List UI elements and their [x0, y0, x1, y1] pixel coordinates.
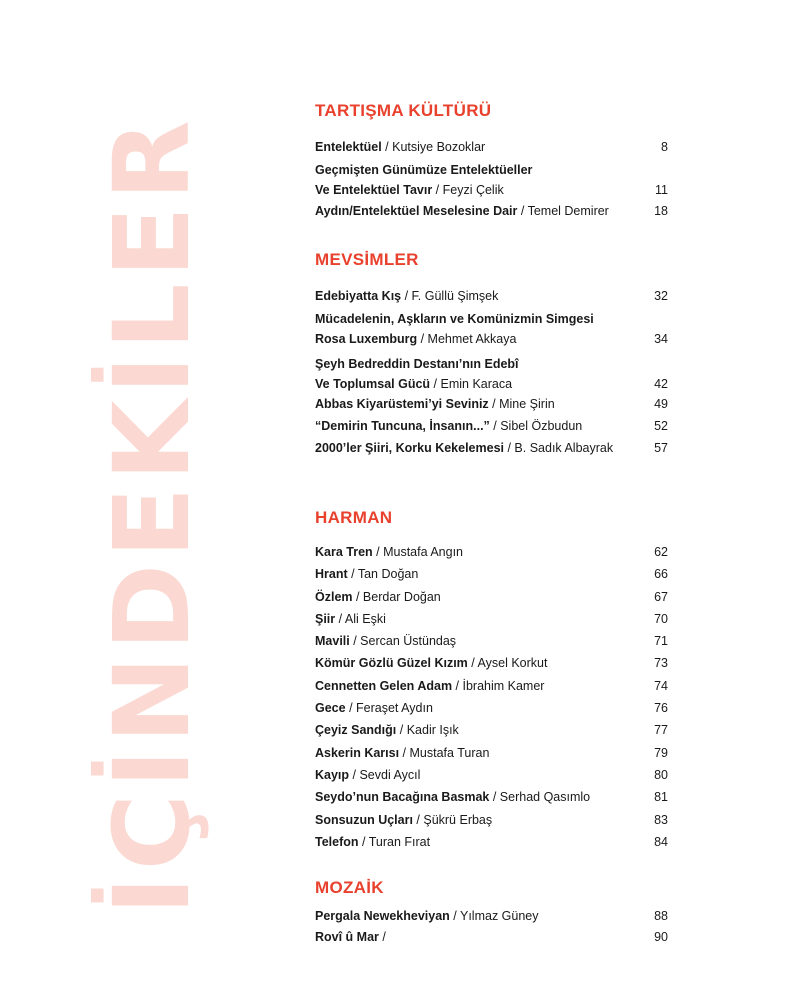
toc-entry[interactable]	[315, 160, 668, 200]
entry-title: Gece	[315, 701, 346, 715]
entry-author: / Berdar Doğan	[352, 590, 441, 604]
toc-entry[interactable]	[315, 354, 668, 394]
entry-author: /	[378, 930, 386, 944]
entry-author: / Tan Doğan	[347, 567, 419, 581]
entry-title: Pergala Newekheviyan	[315, 909, 450, 923]
page-number: 73	[654, 656, 668, 670]
entry-author: / Şükrü Erbaş	[412, 813, 493, 827]
entry-title: Kayıp	[315, 768, 350, 782]
entry-title: Kara Tren	[315, 545, 373, 559]
toc-entry[interactable]	[315, 137, 668, 157]
entry-title: Mavili	[315, 634, 350, 648]
entry-line	[315, 743, 668, 763]
section-title: TARTIŞMA KÜLTÜRÜ	[315, 101, 492, 120]
entry-line	[315, 564, 668, 584]
entry-line	[315, 587, 668, 607]
page-number: 66	[654, 567, 668, 581]
entry-author: / Feyzi Çelik	[432, 183, 504, 197]
entry-line	[315, 653, 668, 673]
section-title: HARMAN	[315, 508, 393, 527]
entry-line	[315, 160, 668, 180]
entry-line	[315, 416, 668, 436]
entry-title: Abbas Kiyarüstemi’yi Seviniz	[315, 397, 489, 411]
page-number: 80	[654, 768, 668, 782]
entry-title: Rosa Luxemburg	[315, 332, 418, 346]
entry-line	[315, 906, 668, 926]
toc-entry[interactable]	[315, 394, 668, 414]
toc-entry[interactable]	[315, 631, 668, 651]
entry-title: Entelektüel	[315, 140, 382, 154]
vertical-title: İÇİNDEKİLER	[91, 114, 213, 915]
toc-entry[interactable]	[315, 676, 668, 696]
toc-entry[interactable]	[315, 564, 668, 584]
entry-title: Şeyh Bedreddin Destanı’nın Edebî	[315, 357, 519, 371]
page-number: 67	[654, 590, 668, 604]
entry-author: / Mine Şirin	[488, 397, 555, 411]
toc-entry[interactable]	[315, 743, 668, 763]
entry-author: / Mehmet Akkaya	[417, 332, 517, 346]
entry-line	[315, 180, 668, 200]
toc-entry[interactable]	[315, 653, 668, 673]
entry-line	[315, 609, 668, 629]
page-number: 79	[654, 746, 668, 760]
entry-author: / Turan Fırat	[358, 835, 431, 849]
entry-line	[315, 720, 668, 740]
entry-title: Seydo’nun Bacağına Basmak	[315, 790, 490, 804]
entry-author: / Sibel Özbudun	[489, 419, 583, 433]
page-number: 76	[654, 701, 668, 715]
toc-entry[interactable]	[315, 720, 668, 740]
toc-entry[interactable]	[315, 416, 668, 436]
page-number: 83	[654, 813, 668, 827]
page-number: 34	[654, 332, 668, 346]
entry-title: Mücadelenin, Aşkların ve Komünizmin Simgesi	[315, 312, 594, 326]
entry-line	[315, 137, 668, 157]
entry-title: Ve Toplumsal Gücü	[315, 377, 431, 391]
page-number: 74	[654, 679, 668, 693]
entry-title: Geçmişten Günümüze Entelektüeller	[315, 163, 533, 177]
entry-line	[315, 374, 668, 394]
entry-author: / B. Sadık Albayrak	[504, 441, 614, 455]
entry-author: / Ali Eşki	[335, 612, 386, 626]
toc-entry[interactable]	[315, 810, 668, 830]
entry-author: / Aysel Korkut	[467, 656, 548, 670]
page-number: 88	[654, 909, 668, 923]
entry-line	[315, 438, 668, 458]
page-number: 62	[654, 545, 668, 559]
entry-line	[315, 354, 668, 374]
entry-title: Özlem	[315, 590, 353, 604]
entry-title: Askerin Karısı	[315, 746, 400, 760]
toc-entry[interactable]	[315, 542, 668, 562]
page-number: 49	[654, 397, 668, 411]
entry-title: Kömür Gözlü Güzel Kızım	[315, 656, 468, 670]
entry-title: Sonsuzun Uçları	[315, 813, 413, 827]
entry-author: / Kadir Işık	[396, 723, 459, 737]
entry-author: / Mustafa Angın	[372, 545, 464, 559]
toc-entry[interactable]	[315, 609, 668, 629]
page-number: 11	[655, 183, 668, 197]
page-number: 18	[654, 204, 668, 218]
toc-entry[interactable]	[315, 309, 668, 349]
page-number: 52	[654, 419, 668, 433]
page-number: 32	[654, 289, 668, 303]
entry-title: Telefon	[315, 835, 359, 849]
page-number: 8	[661, 140, 668, 154]
entry-author: / Feraşet Aydın	[345, 701, 433, 715]
entry-author: / Serhad Qasımlo	[489, 790, 591, 804]
entry-author: / F. Güllü Şimşek	[401, 289, 499, 303]
section-title: MEVSİMLER	[315, 250, 419, 269]
entry-author: / Mustafa Turan	[399, 746, 490, 760]
page-number: 57	[654, 441, 668, 455]
toc-entry[interactable]	[315, 927, 668, 947]
entry-line	[315, 787, 668, 807]
page-number: 90	[654, 930, 668, 944]
entry-line	[315, 394, 668, 414]
toc-entry[interactable]	[315, 286, 668, 306]
toc-entry[interactable]	[315, 765, 668, 785]
toc-entry[interactable]	[315, 438, 668, 458]
entry-line	[315, 765, 668, 785]
entry-title: 2000’ler Şiiri, Korku Kekelemesi	[315, 441, 504, 455]
entry-title: Aydın/Entelektüel Meselesine Dair	[315, 204, 518, 218]
entry-line	[315, 631, 668, 651]
toc-entry[interactable]	[315, 787, 668, 807]
entry-line	[315, 329, 668, 349]
toc-entry[interactable]	[315, 587, 668, 607]
entry-author: / Emin Karaca	[430, 377, 513, 391]
entry-line	[315, 309, 668, 329]
entry-line	[315, 542, 668, 562]
toc-entry[interactable]	[315, 832, 668, 852]
entry-line	[315, 698, 668, 718]
entry-title: Şiir	[315, 612, 336, 626]
entry-line	[315, 810, 668, 830]
entry-author: / Sevdi Aycıl	[349, 768, 421, 782]
entry-line	[315, 927, 668, 947]
page-number: 71	[654, 634, 668, 648]
entry-title: Ve Entelektüel Tavır	[315, 183, 433, 197]
entry-author: / İbrahim Kamer	[452, 679, 545, 693]
toc-entry[interactable]	[315, 201, 668, 221]
entry-title: Rovî û Mar	[315, 930, 379, 944]
entry-title: Hrant	[315, 567, 348, 581]
page-number: 84	[654, 835, 668, 849]
entry-title: Çeyiz Sandığı	[315, 723, 397, 737]
entry-title: “Demirin Tuncuna, İnsanın...”	[315, 419, 490, 433]
entry-title: Cennetten Gelen Adam	[315, 679, 453, 693]
entry-author: / Temel Demirer	[517, 204, 609, 218]
entry-title: Edebiyatta Kış	[315, 289, 402, 303]
toc-entry[interactable]	[315, 698, 668, 718]
entry-author: / Sercan Üstündaş	[349, 634, 457, 648]
page-number: 70	[654, 612, 668, 626]
page-number: 77	[654, 723, 668, 737]
entry-author: / Kutsiye Bozoklar	[381, 140, 486, 154]
page-number: 81	[654, 790, 668, 804]
entry-line	[315, 286, 668, 306]
entry-line	[315, 676, 668, 696]
toc-entry[interactable]	[315, 906, 668, 926]
entry-line	[315, 832, 668, 852]
section-title: MOZAİK	[315, 878, 384, 897]
entry-author: / Yılmaz Güney	[449, 909, 539, 923]
page-number: 42	[654, 377, 668, 391]
entry-line	[315, 201, 668, 221]
